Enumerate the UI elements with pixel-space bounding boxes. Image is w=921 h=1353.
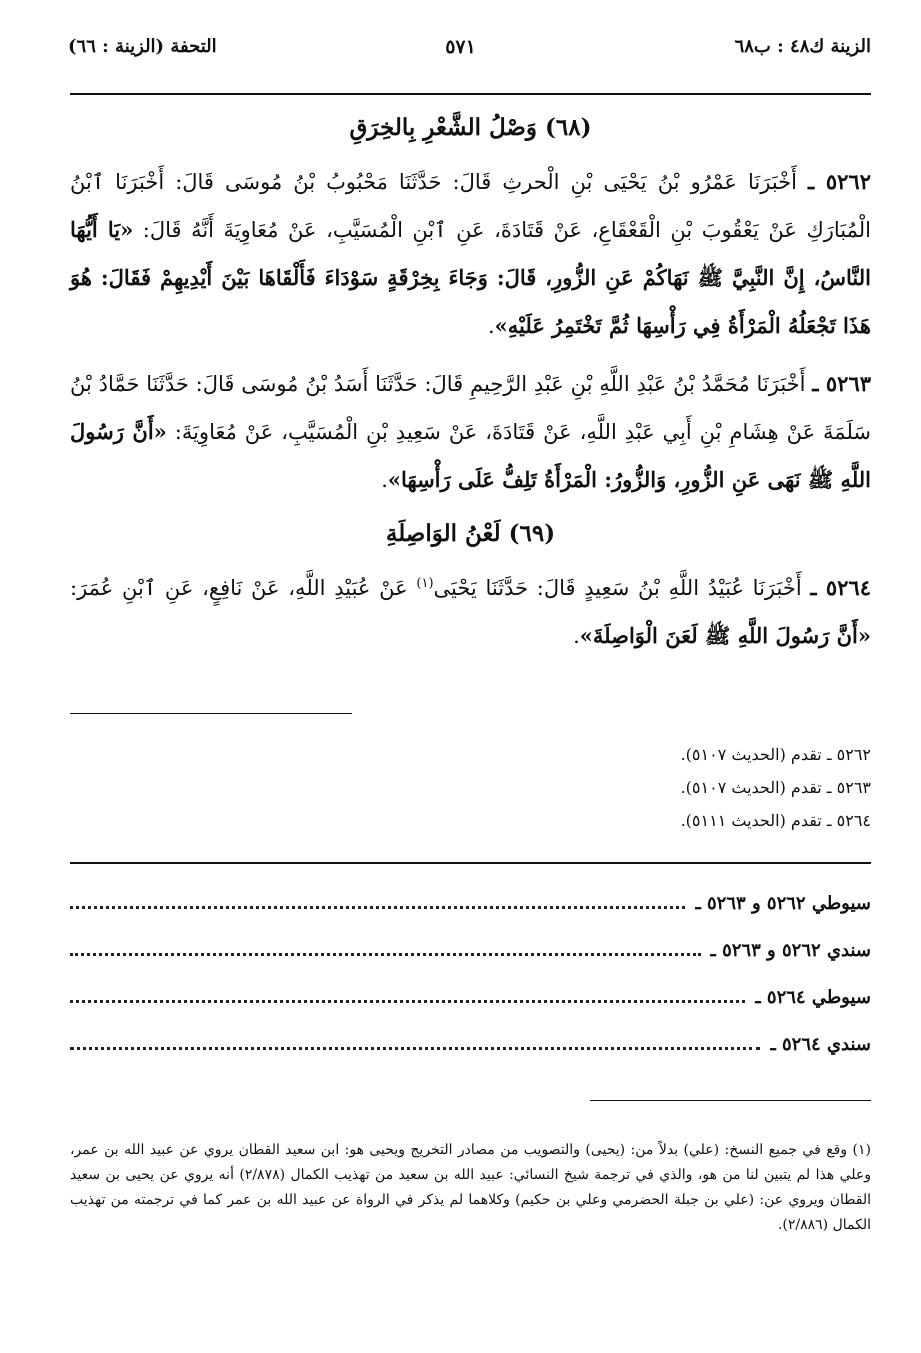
- sharh-row: [70, 1021, 871, 1068]
- hadith-number: ٥٢٦٣ ـ: [812, 371, 872, 396]
- header-book-reference: الزينة ك٤٨ : ب٦٨: [734, 36, 871, 57]
- dotted-leader: [70, 953, 701, 956]
- header-tuhfa-reference: التحفة (الزينة : ٦٦): [68, 36, 217, 57]
- footnote-reference[interactable]: (١): [416, 576, 434, 591]
- header-rule: [70, 93, 871, 95]
- hadith-matn: «أَنَّ رَسُولَ اللَّهِ ﷺ لَعَنَ الْوَاصِلَةَ»: [579, 623, 871, 648]
- hadith-5262: [70, 158, 871, 350]
- hadith-number: ٥٢٦٤ ـ: [810, 575, 871, 600]
- takhreej-line: ٥٢٦٢ ـ تقدم (الحديث ٥١٠٧).: [680, 745, 871, 764]
- hadith-isnad: أَخْبَرَنَا عُبَيْدُ اللَّهِ بْنُ سَعِيدٍ قَالَ: حَدَّثَنَا يَحْيَى: [433, 576, 811, 600]
- section-title: (٦٨) وَصْلُ الشَّعْرِ بِالخِرَقِ: [349, 114, 592, 141]
- takhreej-line: ٥٢٦٤ ـ تقدم (الحديث ٥١١١).: [680, 811, 871, 830]
- page-number: ٥٧١: [445, 36, 476, 58]
- dotted-leader: [70, 906, 685, 909]
- main-text: [70, 108, 871, 670]
- sharh-row: [70, 880, 871, 927]
- sharh-references: [70, 880, 871, 1068]
- hadith-5264: [70, 564, 871, 660]
- dotted-leader: [70, 1047, 760, 1050]
- takhreej-notes: [70, 738, 871, 837]
- footnote-rule: [590, 1100, 871, 1101]
- sharh-label: سيوطي ٥٢٦٤ ـ: [755, 987, 871, 1008]
- hadith-isnad-cont: عَنْ عُبَيْدِ اللَّهِ، عَنْ نَافِعٍ، عَنِ ٱبْنِ عُمَرَ:: [70, 576, 417, 600]
- sharh-label: سيوطي ٥٢٦٢ و ٥٢٦٣ ـ: [695, 893, 871, 914]
- sharh-label: سندي ٥٢٦٤ ـ: [770, 1034, 871, 1055]
- section-title: (٦٩) لَعْنُ الوَاصِلَةِ: [385, 520, 556, 547]
- hadith-matn: «أَنَّ رَسُولَ اللَّهِ ﷺ نَهَى عَنِ الزُّورِ، وَالزُّورُ: الْمَرْأَةُ تَلِفُّ عَلَى رَأْسِهَا»: [70, 419, 871, 492]
- takhreej-rule: [70, 713, 352, 714]
- hadith-isnad: أَخْبَرَنَا عَمْرُو بْنُ يَحْيَى بْنِ الْحرثِ قَالَ: حَدَّثَنَا مَحْبُوبُ بْنُ مُوسَى قَالَ: أَخْبَرَنَا ٱبْنُ الْمُبَارَكِ عَنْ يَعْقُوبَ بْنِ الْقَعْقَاعِ، عَنْ قَتَادَةَ، عَنِ ٱبْنِ الْمُسَيَّبِ، عَنْ مُعَاوِيَةَ أَنَّهُ قَالَ:: [70, 170, 872, 242]
- takhreej-line: ٥٢٦٣ ـ تقدم (الحديث ٥١٠٧).: [680, 778, 871, 797]
- hadith-end: .: [381, 468, 388, 492]
- hadith-end: .: [487, 314, 495, 338]
- hadith-end: .: [573, 624, 580, 648]
- hadith-isnad: أَخْبَرَنَا مُحَمَّدُ بْنُ عَبْدِ اللَّهِ بْنِ عَبْدِ الرَّحِيمِ قَالَ: حَدَّثَنَا أَسَدُ بْنُ مُوسَى قَالَ: حَدَّثَنَا حَمَّادُ بْنُ سَلَمَةَ عَنْ هِشَامِ بْنِ أَبِي عَبْدِ اللَّهِ، عَنْ قَتَادَةَ، عَنْ سَعِيدِ بْنِ الْمُسَيَّبِ، عَنْ مُعَاوِيَةَ:: [70, 372, 871, 444]
- sharh-row: [70, 927, 871, 974]
- footnote: (١) وقع في جميع النسخ: (علي) بدلاً من: (يحيى) والتصويب من مصادر التخريج ويحيى هو: ابن سعيد القطان يروي عن عبيد الله بن عمر، وعلي هذا لم يتبين لنا من هو، والذي في ترجمة شيخ النسائي: عبيد الله بن سعيد من تهذيب الكمال (٢/٨٧٨) أنه يروي عن يحيى بن سعيد القطان ويروي عن: (علي بن جبلة الحضرمي وعلي بن حكيم) وكلاهما لم يذكر في الرواة عن عبيد الله بن عمر كما في ترجمته من تهذيب الكمال (٢/٨٨٦).: [70, 1142, 871, 1233]
- hadith-matn: «يَا أَيُّهَا النَّاسُ، إِنَّ النَّبِيَّ ﷺ نَهَاكُمْ عَنِ الزُّورِ، قَالَ: وَجَاءَ بِخِرْقَةٍ سَوْدَاءَ فَأَلْقَاهَا بَيْنَ أَيْدِيهِمْ فَقَالَ: هُوَ هَذَا تَجْعَلُهُ الْمَرْأَةُ فِي رَأْسِهَا ثُمَّ تَخْتَمِرُ عَلَيْهِ»: [70, 217, 871, 338]
- hadith-number: ٥٢٦٢ ـ: [808, 169, 871, 194]
- sharh-row: [70, 974, 871, 1021]
- section-rule: [70, 862, 871, 864]
- hadith-5263: [70, 360, 871, 504]
- dotted-leader: [70, 1000, 745, 1003]
- sharh-label: سندي ٥٢٦٢ و ٥٢٦٣ ـ: [710, 940, 871, 961]
